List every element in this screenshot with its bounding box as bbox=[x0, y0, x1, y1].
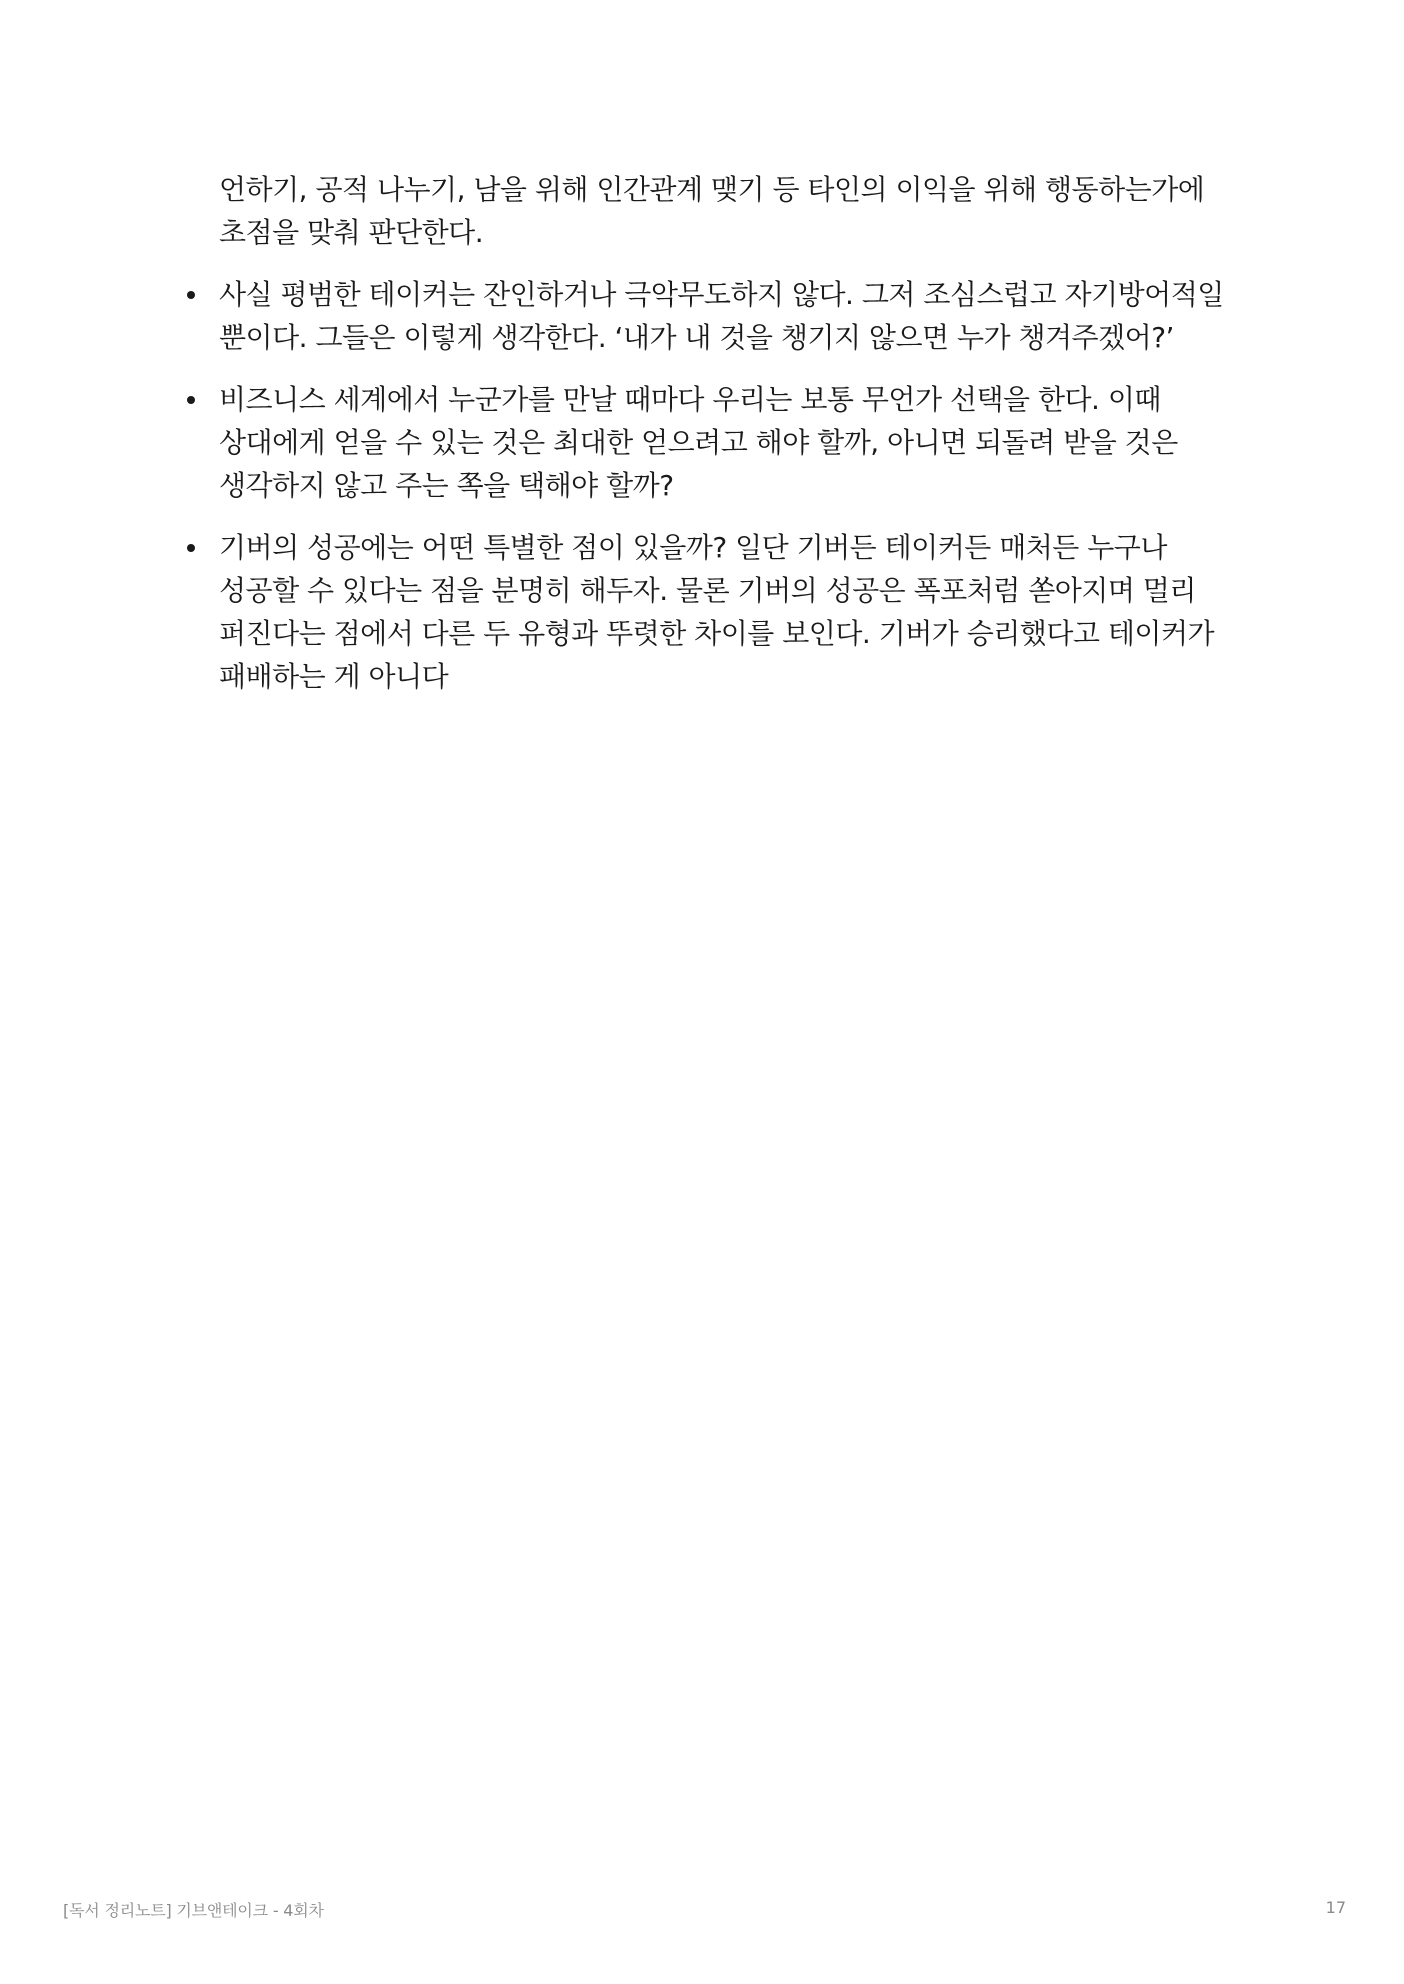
bullet-text: 사실 평범한 테이커는 잔인하거나 극악무도하지 않다. 그저 조심스럽고 자기방어적일 뿐이다. 그들은 이렇게 생각한다. ‘내가 내 것을 챙기지 않으면 누가 챙겨주겠어?’ bbox=[219, 278, 1224, 354]
list-item bbox=[219, 526, 1239, 698]
footer-document-title: [독서 정리노트] 기브앤테이크 - 4회차 bbox=[63, 1901, 324, 1920]
page-number: 17 bbox=[1325, 1898, 1346, 1917]
bullet-text: 기버의 성공에는 어떤 특별한 점이 있을까? 일단 기버든 테이커든 매처든 누구나 성공할 수 있다는 점을 분명히 해두자. 물론 기버의 성공은 폭포처럼 쏟아지며 멀리 퍼진다는 점에서 다른 두 유형과 뚜렷한 차이를 보인다. 기버가 승리했다고 테이커가 패배하는 게 아니다 bbox=[219, 531, 1215, 693]
list-item bbox=[219, 273, 1239, 359]
page-content bbox=[219, 168, 1239, 717]
list-item bbox=[219, 378, 1239, 507]
bullet-icon bbox=[187, 396, 195, 404]
bullet-text: 비즈니스 세계에서 누군가를 만날 때마다 우리는 보통 무언가 선택을 한다. 이때 상대에게 얻을 수 있는 것은 최대한 얻으려고 해야 할까, 아니면 되돌려 받을 것은 생각하지 않고 주는 쪽을 택해야 할까? bbox=[219, 383, 1178, 502]
bullet-icon bbox=[187, 544, 195, 552]
bullet-icon bbox=[187, 291, 195, 299]
bullet-list bbox=[219, 273, 1239, 698]
continuation-paragraph: 언하기, 공적 나누기, 남을 위해 인간관계 맺기 등 타인의 이익을 위해 행동하는가에 초점을 맞춰 판단한다. bbox=[219, 173, 1205, 249]
